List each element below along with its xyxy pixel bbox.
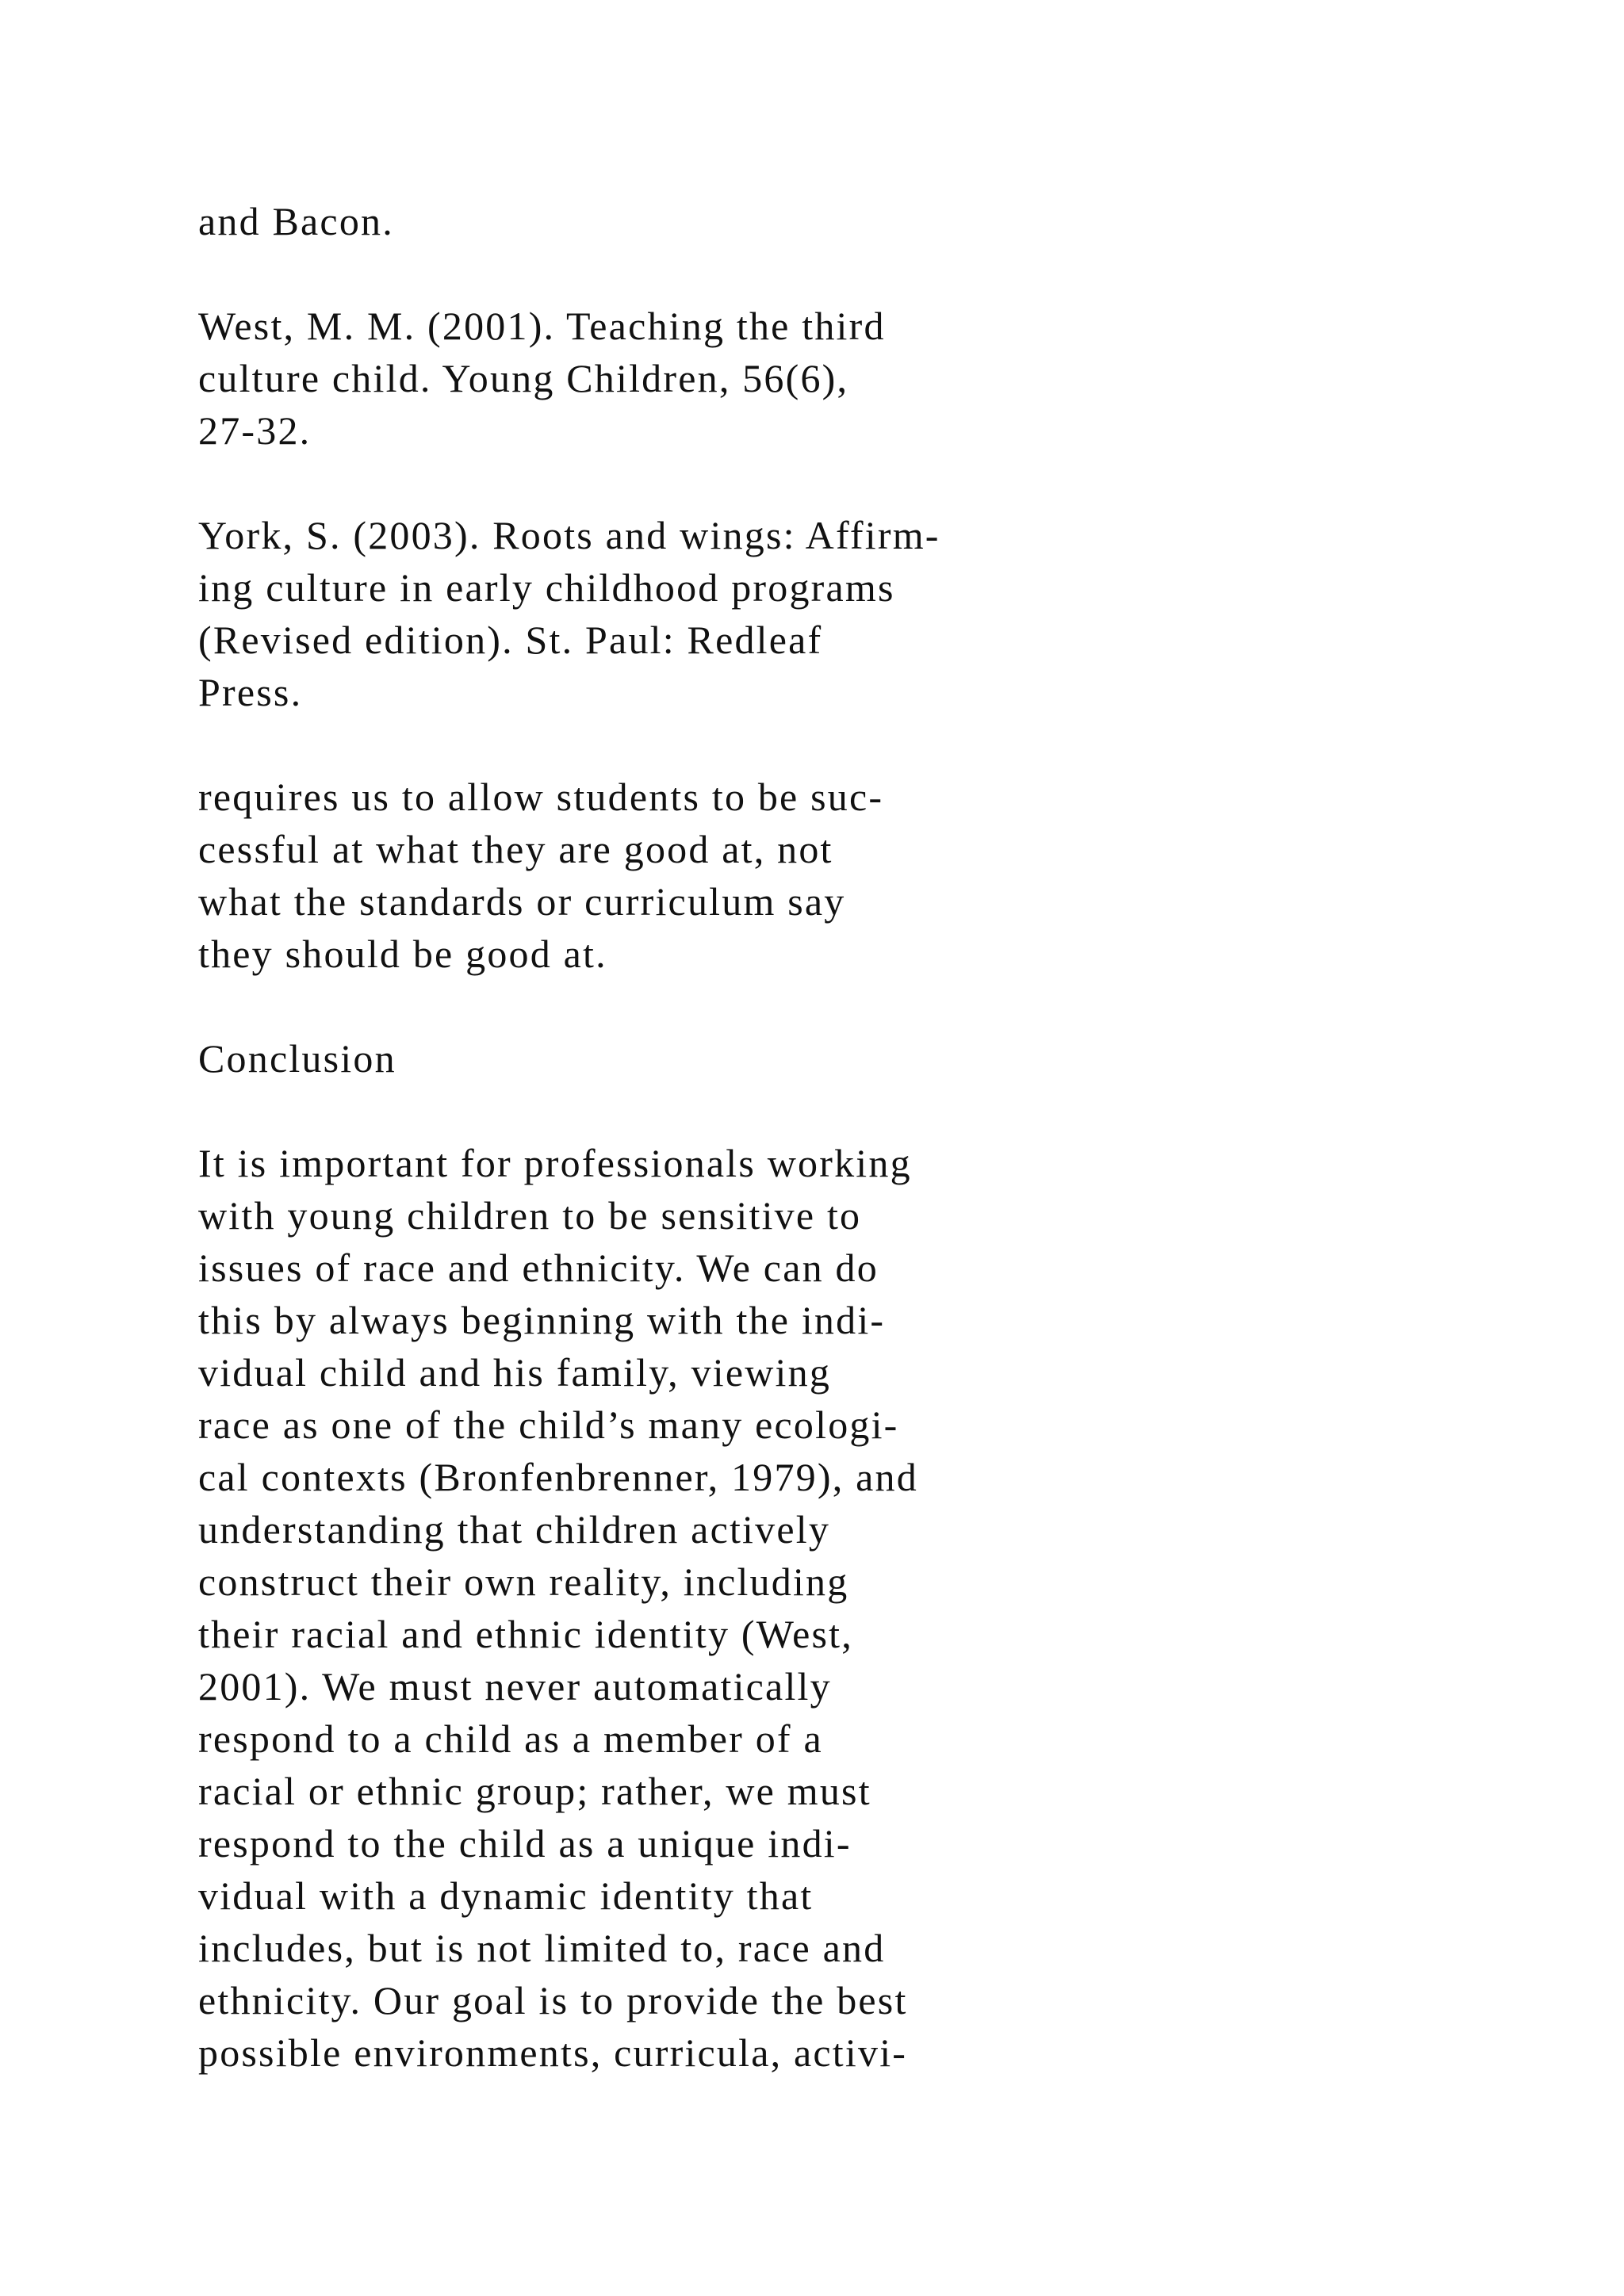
text-line: 27-32.	[198, 408, 312, 453]
text-line: ethnicity. Our goal is to provide the best	[198, 1978, 908, 2022]
text-line: this by always beginning with the indi-	[198, 1298, 886, 1342]
text-line: Press.	[198, 670, 303, 714]
text-line: requires us to allow students to be suc-	[198, 775, 884, 819]
reference-york	[198, 509, 1308, 718]
text-line: they should be good at.	[198, 932, 607, 976]
paragraph-standards	[198, 771, 1308, 980]
section-heading-conclusion	[198, 1032, 1308, 1085]
text-line: vidual child and his family, viewing	[198, 1350, 832, 1395]
text-line: vidual with a dynamic identity that	[198, 1873, 814, 1918]
heading-line: Conclusion	[198, 1036, 396, 1081]
paragraph-conclusion	[198, 1137, 1308, 2079]
text-line: respond to the child as a unique indi-	[198, 1821, 852, 1866]
text-line: respond to a child as a member of a	[198, 1716, 823, 1761]
text-line: their racial and ethnic identity (West,	[198, 1612, 853, 1656]
text-line: issues of race and ethnicity. We can do	[198, 1246, 879, 1290]
text-line: ing culture in early childhood programs	[198, 565, 895, 610]
text-line: race as one of the child’s many ecologi-	[198, 1402, 899, 1447]
text-line: cal contexts (Bronfenbrenner, 1979), and	[198, 1455, 918, 1499]
text-line: culture child. Young Children, 56(6),	[198, 356, 849, 400]
text-line: understanding that children actively	[198, 1507, 831, 1552]
text-column	[198, 195, 1308, 2131]
text-line: with young children to be sensitive to	[198, 1193, 862, 1238]
text-line: what the standards or curriculum say	[198, 879, 846, 924]
text-line: possible environments, curricula, activi-	[198, 2030, 908, 2075]
text-line: racial or ethnic group; rather, we must	[198, 1769, 871, 1813]
text-line: includes, but is not limited to, race and	[198, 1926, 886, 1970]
text-line: York, S. (2003). Roots and wings: Affirm-	[198, 513, 940, 557]
text-line: construct their own reality, including	[198, 1559, 849, 1604]
reference-continuation	[198, 195, 1308, 247]
text-line: It is important for professionals working	[198, 1141, 912, 1185]
text-line: (Revised edition). St. Paul: Redleaf	[198, 618, 823, 662]
reference-west	[198, 300, 1308, 457]
text-line: cessful at what they are good at, not	[198, 827, 833, 871]
text-line: and Bacon.	[198, 199, 394, 243]
text-line: 2001). We must never automatically	[198, 1664, 832, 1709]
text-line: West, M. M. (2001). Teaching the third	[198, 304, 886, 348]
